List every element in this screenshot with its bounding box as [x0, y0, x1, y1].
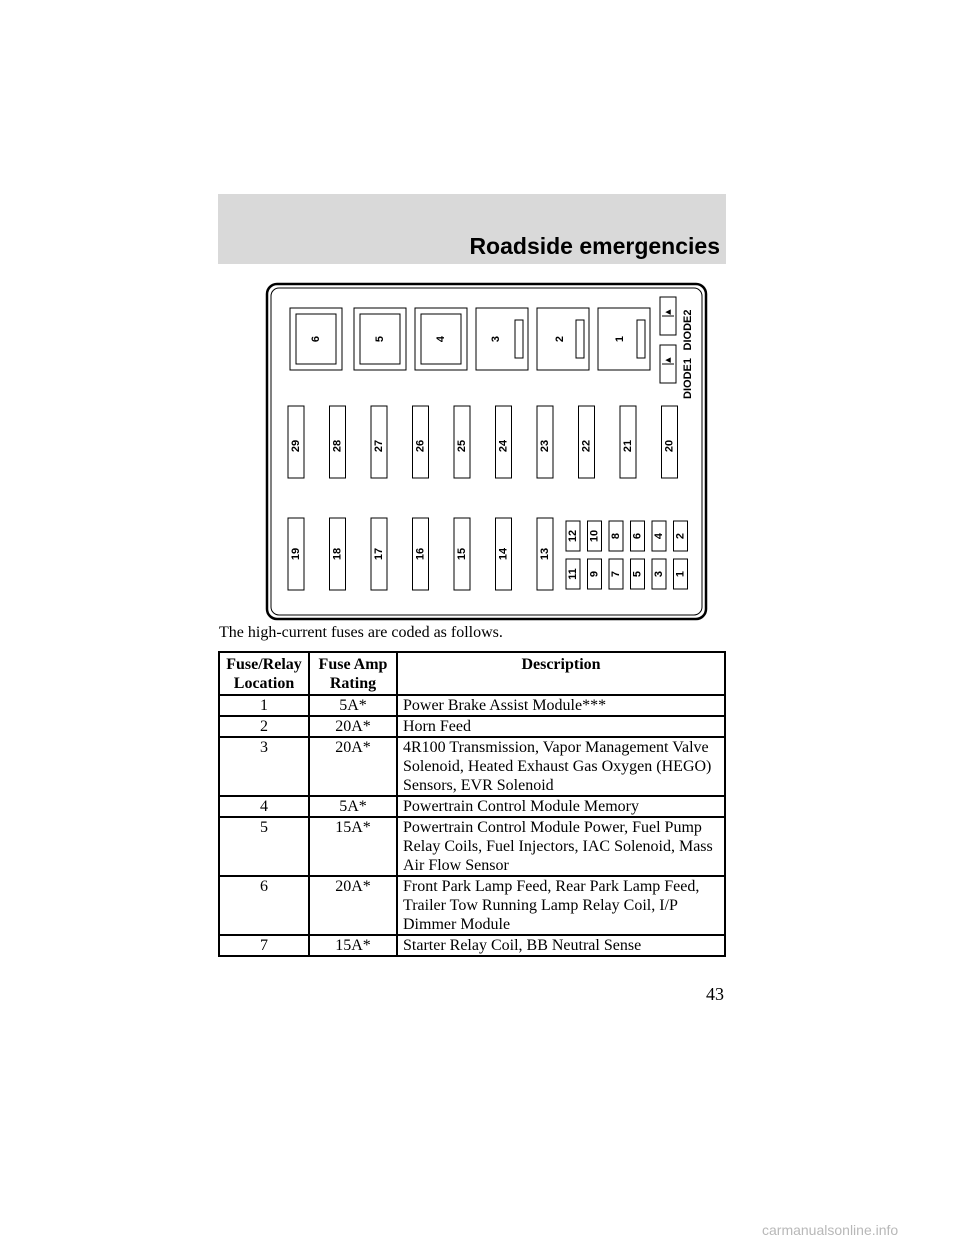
header-rating-line1: Fuse Amp: [318, 656, 388, 673]
fuse-15-label: 15: [455, 547, 468, 561]
cell-location: 5: [219, 817, 309, 876]
table-row: [219, 935, 725, 956]
table-row: [219, 737, 725, 796]
cell-location: 1: [219, 695, 309, 716]
svg-text:◂: ◂: [665, 306, 671, 318]
fuse-28-label: 28: [331, 439, 344, 453]
mini-fuse-12-label: 12: [566, 529, 579, 543]
fuse-26: [413, 406, 429, 478]
fuse-21: [620, 406, 636, 478]
cell-rating: 20A*: [309, 876, 397, 935]
relay-2-label: 2: [553, 335, 566, 343]
fuse-13-label: 13: [538, 547, 551, 561]
fuse-29-label: 29: [289, 439, 302, 453]
fuse-16-label: 16: [414, 547, 427, 561]
section-title: Roadside emergencies: [469, 233, 720, 259]
relay-2: [537, 308, 589, 370]
header-location-line2: Location: [233, 675, 295, 692]
table-row: [219, 796, 725, 817]
cell-description: Horn Feed: [397, 716, 725, 737]
relay-3-label: 3: [489, 335, 502, 343]
fuse-13: [537, 518, 553, 590]
cell-location: 2: [219, 716, 309, 737]
mini-fuse-1: [674, 559, 688, 589]
mini-fuse-8: [609, 521, 623, 551]
relay-1: [598, 308, 650, 370]
fuse-22: [579, 406, 595, 478]
cell-description: Starter Relay Coil, BB Neutral Sense: [397, 935, 725, 956]
fuse-24: [496, 406, 512, 478]
diode-1: [660, 345, 676, 383]
fuse-box-svg: [264, 282, 712, 622]
diode-2-label: DIODE2: [681, 309, 694, 351]
intro-text: The high-current fuses are coded as follows.: [219, 624, 503, 641]
header-location: [219, 652, 309, 695]
cell-location: 7: [219, 935, 309, 956]
fuse-17: [371, 518, 387, 590]
mini-fuse-4: [652, 521, 666, 551]
table-body: [219, 695, 725, 956]
mini-fuse-2: [674, 521, 688, 551]
mini-fuse-11: [566, 559, 580, 589]
mini-fuse-7-label: 7: [609, 570, 622, 578]
mini-fuse-3-label: 3: [652, 570, 665, 578]
fuse-18-label: 18: [331, 547, 344, 561]
diode-1-label: DIODE1: [681, 358, 694, 399]
fuse-22-label: 22: [580, 439, 593, 453]
relay-5-label: 5: [373, 335, 386, 343]
table-row: [219, 716, 725, 737]
cell-location: 3: [219, 737, 309, 796]
cell-location: 6: [219, 876, 309, 935]
fuse-14: [496, 518, 512, 590]
header-location-line1: Fuse/Relay: [226, 656, 302, 673]
mini-fuse-9-label: 9: [588, 570, 601, 578]
mini-fuse-9: [588, 559, 602, 589]
cell-rating: 5A*: [309, 695, 397, 716]
fuse-20-label: 20: [663, 439, 676, 453]
table-row: [219, 695, 725, 716]
mini-fuse-1-label: 1: [674, 570, 687, 578]
fuse-18: [330, 518, 346, 590]
mini-fuse-5-label: 5: [631, 570, 644, 578]
section-header: [218, 194, 726, 264]
relay-1-label: 1: [613, 335, 626, 343]
mini-fuse-5: [631, 559, 645, 589]
mini-fuse-4-label: 4: [652, 532, 665, 540]
fuse-27: [371, 406, 387, 478]
fuse-16: [413, 518, 429, 590]
mini-fuse-6: [631, 521, 645, 551]
mini-fuse-2-label: 2: [674, 532, 687, 540]
cell-rating: 20A*: [309, 716, 397, 737]
mini-fuse-11-label: 11: [566, 568, 579, 580]
fuse-19-label: 19: [289, 547, 302, 561]
fuse-21-label: 21: [621, 439, 634, 453]
fuse-28: [330, 406, 346, 478]
mini-fuse-7: [609, 559, 623, 589]
cell-location: 4: [219, 796, 309, 817]
cell-rating: 20A*: [309, 737, 397, 796]
fuse-19: [288, 518, 304, 590]
mini-fuse-12: [566, 521, 580, 551]
page-number: 43: [706, 984, 724, 1004]
fuse-26-label: 26: [414, 439, 427, 453]
relay-6-label: 6: [309, 335, 322, 343]
fuse-table: [218, 651, 726, 957]
fuse-15: [454, 518, 470, 590]
table-row: [219, 876, 725, 935]
cell-description: Power Brake Assist Module***: [397, 695, 725, 716]
watermark: carmanualsonline.info: [762, 1222, 899, 1238]
cell-description: Front Park Lamp Feed, Rear Park Lamp Feed, Trailer Tow Running Lamp Relay Coil, I/P Dimmer Module: [397, 876, 725, 935]
relay-4: [415, 308, 467, 370]
svg-text:◂: ◂: [665, 354, 671, 366]
fuse-23: [537, 406, 553, 478]
fuse-24-label: 24: [497, 439, 510, 453]
relay-3: [476, 308, 528, 370]
cell-rating: 5A*: [309, 796, 397, 817]
fuse-29: [288, 406, 304, 478]
mini-fuse-3: [652, 559, 666, 589]
fuse-25: [454, 406, 470, 478]
table-header-row: [219, 652, 725, 695]
cell-rating: 15A*: [309, 935, 397, 956]
diode-2: [660, 297, 676, 335]
mini-fuse-6-label: 6: [631, 532, 644, 540]
header-rating: [309, 652, 397, 695]
fuse-25-label: 25: [455, 439, 468, 453]
mini-fuse-8-label: 8: [609, 532, 622, 540]
cell-description: 4R100 Transmission, Vapor Management Valve Solenoid, Heated Exhaust Gas Oxygen (HEGO) Sensors, EVR Solenoid: [397, 737, 725, 796]
cell-description: Powertrain Control Module Memory: [397, 796, 725, 817]
table-row: [219, 817, 725, 876]
cell-rating: 15A*: [309, 817, 397, 876]
mini-fuse-10: [588, 521, 602, 551]
header-rating-line2: Rating: [329, 675, 377, 692]
fuse-14-label: 14: [497, 547, 510, 561]
relay-4-label: 4: [434, 335, 447, 343]
mini-fuse-10-label: 10: [588, 529, 601, 543]
relay-6: [290, 308, 342, 370]
fuse-17-label: 17: [372, 547, 385, 561]
fuse-23-label: 23: [538, 439, 551, 453]
fuse-20: [662, 406, 678, 478]
header-description: Description: [397, 652, 725, 695]
cell-description: Powertrain Control Module Power, Fuel Pump Relay Coils, Fuel Injectors, IAC Solenoid, Mass Air Flow Sensor: [397, 817, 725, 876]
relay-5: [354, 308, 406, 370]
fuse-box-diagram: [264, 282, 712, 622]
fuse-27-label: 27: [372, 439, 385, 453]
